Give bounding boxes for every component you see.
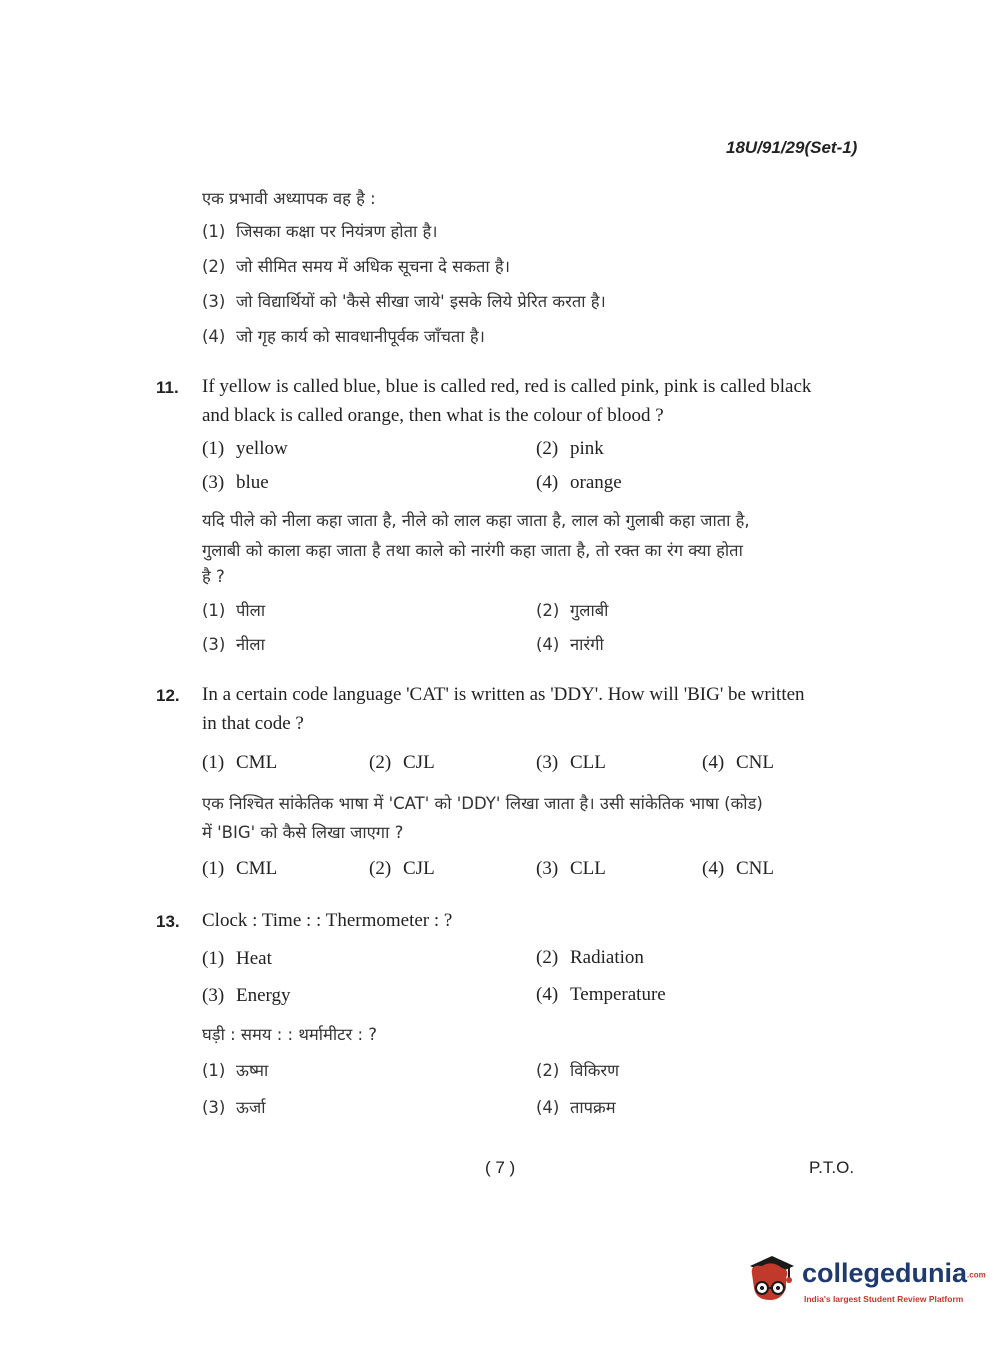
collegedunia-logo[interactable]	[742, 1252, 986, 1312]
q11-hindi-option-2: (2) गुलाबी	[536, 601, 609, 620]
q12-hindi-line1: एक निश्चित सांकेतिक भाषा में 'CAT' को 'DDY' लिखा जाता है। उसी सांकेतिक भाषा (कोड)	[202, 794, 763, 813]
q11-option-3: (3) blue	[202, 472, 269, 493]
q11-option-2: (2) pink	[536, 438, 604, 459]
q12-option-4: (4) CNL	[702, 752, 774, 773]
q12-stem-line2: in that code ?	[202, 713, 304, 734]
q13-hindi-option-3: (3) ऊर्जा	[202, 1098, 266, 1117]
mascot-icon	[742, 1252, 798, 1312]
q12-stem-line1: In a certain code language 'CAT' is written as 'DDY'. How will 'BIG' be written	[202, 684, 805, 705]
q12-hindi-line2: में 'BIG' को कैसे लिखा जाएगा ?	[202, 823, 404, 842]
q11-hindi-option-1: (1) पीला	[202, 601, 266, 620]
q11-hindi-line1: यदि पीले को नीला कहा जाता है, नीले को लाल कहा जाता है, लाल को गुलाबी कहा जाता है,	[202, 511, 750, 530]
paper-code: 18U/91/29(Set-1)	[726, 138, 858, 157]
question-number: 13.	[156, 912, 180, 931]
q12-option-3: (3) CLL	[536, 752, 606, 773]
q13-option-2: (2) Radiation	[536, 947, 644, 968]
q12-option-1: (1) CML	[202, 752, 278, 773]
pto-label: P.T.O.	[809, 1158, 855, 1177]
q11-hindi-option-4: (4) नारंगी	[536, 635, 604, 654]
q11-hindi-option-3: (3) नीला	[202, 635, 265, 654]
q12-hindi-option-3: (3) CLL	[536, 858, 606, 879]
q11-option-4: (4) orange	[536, 472, 622, 493]
q12-hindi-option-4: (4) CNL	[702, 858, 774, 879]
page-number: ( 7 )	[485, 1158, 516, 1177]
q11-hindi-line3: है ?	[202, 567, 225, 586]
question-number: 12.	[156, 686, 180, 705]
question-number: 11.	[156, 378, 179, 397]
q11-stem-line1: If yellow is called blue, blue is called red, red is called pink, pink is called black	[202, 376, 812, 397]
q13-stem: Clock : Time : : Thermometer : ?	[202, 910, 453, 931]
q10-hindi-option: (1) जिसका कक्षा पर नियंत्रण होता है।	[202, 222, 438, 241]
q12-option-2: (2) CJL	[369, 752, 435, 773]
logo-name: collegedunia.com	[802, 1258, 986, 1288]
q13-hindi-stem: घड़ी : समय : : थर्मामीटर : ?	[202, 1025, 378, 1044]
q10-hindi-option: (4) जो गृह कार्य को सावधानीपूर्वक जाँचता है।	[202, 327, 485, 346]
q10-hindi-stem: एक प्रभावी अध्यापक वह है :	[202, 189, 376, 208]
q12-hindi-option-1: (1) CML	[202, 858, 278, 879]
q13-hindi-option-1: (1) ऊष्मा	[202, 1061, 269, 1080]
q11-option-1: (1) yellow	[202, 438, 288, 459]
q13-option-4: (4) Temperature	[536, 984, 666, 1005]
q11-hindi-line2: गुलाबी को काला कहा जाता है तथा काले को नारंगी कहा जाता है, तो रक्त का रंग क्या होता	[202, 541, 743, 560]
q12-hindi-option-2: (2) CJL	[369, 858, 435, 879]
logo-tagline: India's largest Student Review Platform	[804, 1294, 964, 1304]
q13-hindi-option-2: (2) विकिरण	[536, 1061, 620, 1080]
q13-hindi-option-4: (4) तापक्रम	[536, 1098, 616, 1117]
q10-hindi-option: (3) जो विद्यार्थियों को 'कैसे सीखा जाये' इसके लिये प्रेरित करता है।	[202, 292, 606, 311]
q10-hindi-option: (2) जो सीमित समय में अधिक सूचना दे सकता है।	[202, 257, 510, 276]
q13-option-3: (3) Energy	[202, 985, 291, 1006]
q13-option-1: (1) Heat	[202, 948, 272, 969]
q11-stem-line2: and black is called orange, then what is the colour of blood ?	[202, 405, 664, 426]
